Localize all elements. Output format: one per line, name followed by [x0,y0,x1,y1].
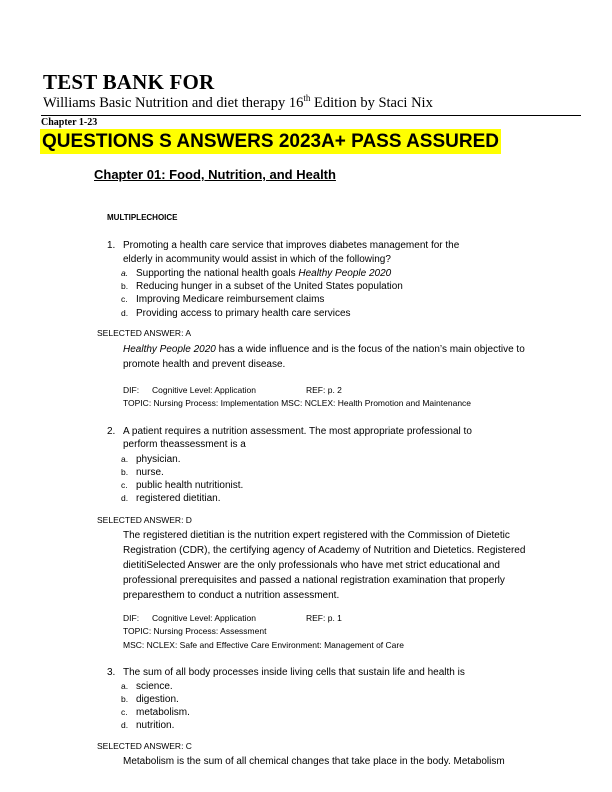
rationale-text: The registered dietitian is the nutrition expert registered with the Commission of Dietetic [123,530,510,541]
highlight-banner [40,129,501,154]
question-number: 3. [107,667,116,678]
topic-line: TOPIC: Nursing Process: Implementation MSC: NCLEX: Health Promotion and Maintenance [123,398,472,408]
answer-option [121,480,243,491]
option-letter: c. [121,294,128,304]
difficulty-label: DIF: [123,613,140,623]
rationale-text: promote health and prevent disease. [123,359,286,370]
question-stem-line: perform theassessment is a [123,439,246,450]
cognitive-level: Cognitive Level: Application [152,613,256,623]
answer-option [121,467,164,478]
option-letter: a. [121,268,129,278]
answer-rationale [123,528,543,603]
document-subtitle [43,95,433,112]
option-text: digestion. [136,694,179,705]
option-text: Providing access to primary health care services [136,308,351,319]
answer-rationale [123,754,543,769]
option-text: public health nutritionist. [136,480,244,491]
option-text: nutrition. [136,720,175,731]
option-text: Improving Medicare reimbursement claims [136,294,325,305]
rationale-text: Metabolism is the sum of all chemical changes that take place in the body. Metabolism [123,756,505,767]
option-letter: d. [121,720,129,730]
subtitle-text: Williams Basic Nutrition and diet therapy 16 [43,95,304,111]
option-letter: d. [121,308,129,318]
header-rule [41,115,581,116]
rationale-text: has a wide influence and is the focus of the nation’s main objective to [215,344,525,355]
page-reference: REF: p. 2 [306,385,342,395]
question-stem-line: Promoting a health care service that improves diabetes management for the [123,240,460,251]
answer-rationale [123,342,543,372]
answer-option [121,308,351,319]
rationale-text: Registration (CDR), the certifying agency of Academy of Nutrition and Dietetics. Registered [123,545,526,556]
answer-option [121,681,173,692]
answer-option [121,707,190,718]
rationale-text: dietitiSelected Answer are the only professionals who have met strict educational and [123,560,500,571]
question-number: 2. [107,426,116,437]
option-letter: c. [121,707,128,717]
option-text: Supporting the national health goals [136,268,299,279]
option-letter: b. [121,281,129,291]
question-stem-line: elderly in acommunity would assist in which of the following? [123,254,391,265]
answer-option [121,281,403,292]
option-letter: b. [121,467,129,477]
option-letter: a. [121,454,129,464]
option-text-italic: Healthy People 2020 [298,268,392,279]
author-name: Staci Nix [378,95,433,111]
msc-line: MSC: NCLEX: Safe and Effective Care Environment: Management of Care [123,640,404,650]
answer-option [121,493,221,504]
answer-option [121,454,180,465]
option-text: science. [136,681,173,692]
section-heading: MULTIPLECHOICE [107,213,178,222]
question-stem-line: A patient requires a nutrition assessment. The most appropriate professional to [123,426,472,437]
selected-answer: SELECTED ANSWER: A [97,328,191,338]
chapter-range: Chapter 1-23 [41,117,98,128]
answer-option [121,268,391,279]
selected-answer: SELECTED ANSWER: C [97,741,192,751]
page-reference: REF: p. 1 [306,613,342,623]
question-stem-line: The sum of all body processes inside living cells that sustain life and health is [123,667,465,678]
rationale-text: preparesthem to conduct a nutrition assessment. [123,590,340,601]
option-text: Reducing hunger in a subset of the United States population [136,281,403,292]
answer-option [121,694,179,705]
answer-option [121,720,174,731]
option-letter: d. [121,493,129,503]
option-text: metabolism. [136,707,190,718]
option-letter: b. [121,694,129,704]
document-title: TEST BANK FOR [43,70,215,94]
chapter-title: Chapter 01: Food, Nutrition, and Health [94,167,336,182]
rationale-italic: Healthy People 2020 [123,344,216,355]
selected-answer: SELECTED ANSWER: D [97,515,192,525]
question-number: 1. [107,240,116,251]
topic-line: TOPIC: Nursing Process: Assessment [123,626,267,636]
option-letter: c. [121,480,128,490]
rationale-text: professional prerequisites and passed a national registration examination that properly [123,575,505,586]
option-text: nurse. [136,467,164,478]
option-text: physician. [136,454,181,465]
option-letter: a. [121,681,129,691]
difficulty-label: DIF: [123,385,140,395]
banner-text: QUESTIONS S ANSWERS 2023A+ PASS ASSURED [42,131,499,152]
cognitive-level: Cognitive Level: Application [152,385,256,395]
option-text: registered dietitian. [136,493,221,504]
answer-option [121,294,324,305]
subtitle-superscript: th [303,93,311,104]
subtitle-edition: Edition by [310,95,375,111]
